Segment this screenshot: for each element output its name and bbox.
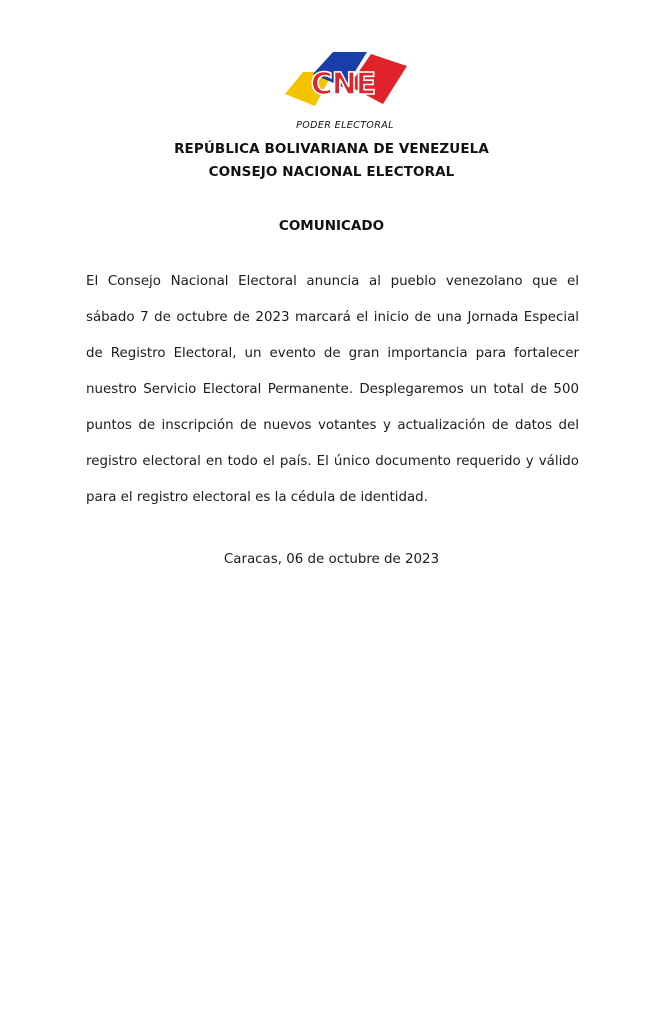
logo-wordmark: CNE	[310, 67, 376, 102]
logo-tagline: PODER ELECTORAL	[296, 120, 394, 131]
document-title: COMUNICADO	[278, 218, 385, 234]
cne-logo	[275, 44, 415, 134]
body-paragraph: El Consejo Nacional Electoral anuncia al pueblo venezolano que el sábado 7 de octubre de 2023 marcará el inicio de una Jornada Especial de Registro Electoral, un evento de gran importancia para fortalecer nuestro Servicio Electoral Permanente. Desplegaremos un total de 500 puntos de inscripción de nuevos votantes y actualización de datos del registro electoral en todo el país. El único documento requerido y válido para el registro electoral es la cédula de identidad.	[86, 274, 579, 505]
header-council: CONSEJO NACIONAL ELECTORAL	[208, 164, 455, 180]
header-republic: REPÚBLICA BOLIVARIANA DE VENEZUELA	[174, 141, 489, 157]
place-date: Caracas, 06 de octubre de 2023	[223, 552, 440, 567]
